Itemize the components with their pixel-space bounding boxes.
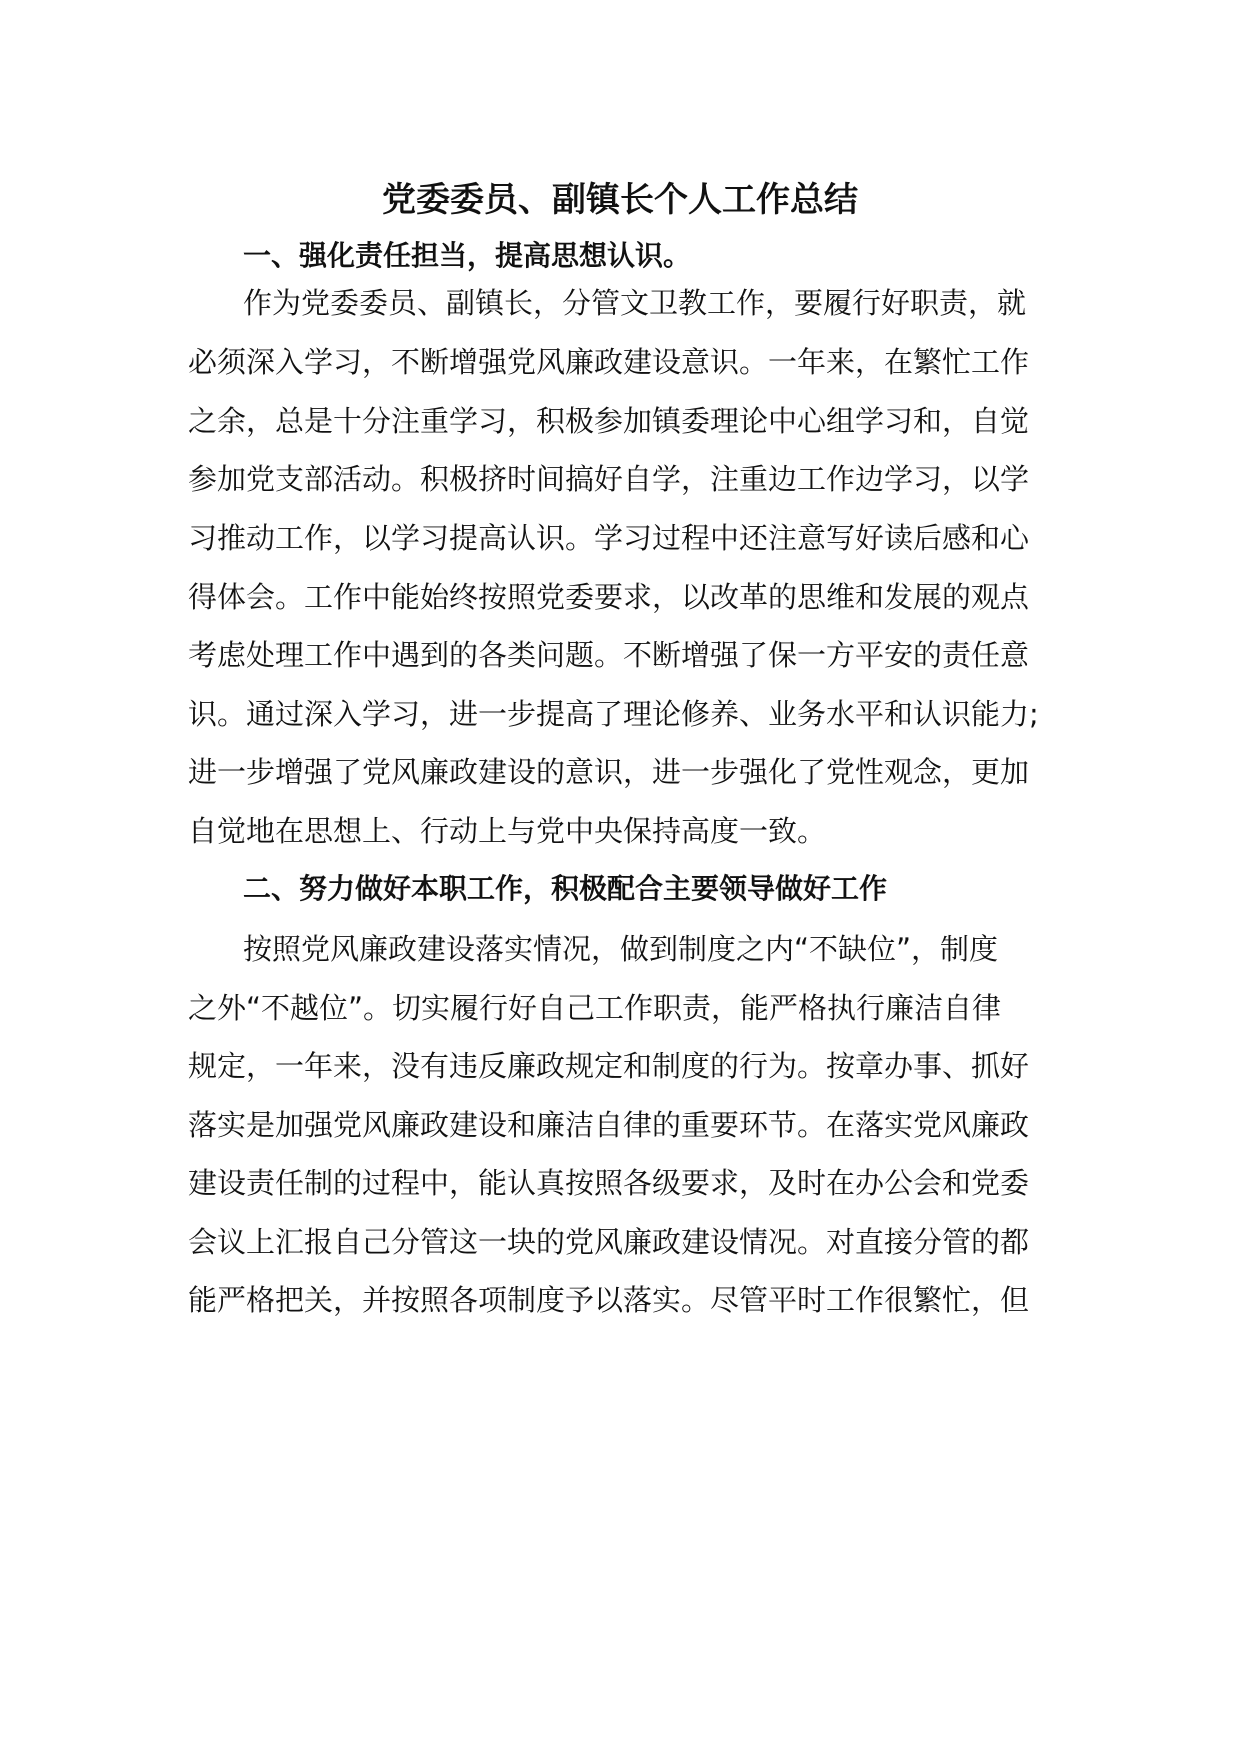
section-1-heading: 一、强化责任担当，提高思想认识。 — [243, 239, 692, 272]
section-1-line: 进一步增强了党风廉政建设的意识，进一步强化了党性观念，更加 — [188, 755, 1030, 789]
section-1-line: 习推动工作，以学习提高认识。学习过程中还注意写好读后感和心 — [188, 521, 1030, 555]
section-2-line: 之外“不越位”。切实履行好自己工作职责，能严格执行廉洁自律 — [188, 991, 1002, 1025]
section-2-line: 规定，一年来，没有违反廉政规定和制度的行为。按章办事、抓好 — [188, 1049, 1030, 1083]
section-1-line: 作为党委委员、副镇长，分管文卫教工作，要履行好职责，就 — [243, 286, 1027, 320]
section-2-line: 能严格把关，并按照各项制度予以落实。尽管平时工作很繁忙，但 — [188, 1283, 1030, 1317]
section-2-line: 会议上汇报自己分管这一块的党风廉政建设情况。对直接分管的都 — [188, 1225, 1030, 1259]
section-2-heading: 二、努力做好本职工作，积极配合主要领导做好工作 — [243, 872, 888, 905]
section-2-line: 按照党风廉政建设落实情况，做到制度之内“不缺位”，制度 — [243, 932, 999, 966]
section-1-line: 自觉地在思想上、行动上与党中央保持高度一致。 — [188, 814, 827, 848]
section-2-line: 建设责任制的过程中，能认真按照各级要求，及时在办公会和党委 — [188, 1166, 1030, 1200]
section-1-line: 必须深入学习，不断增强党风廉政建设意识。一年来，在繁忙工作 — [188, 345, 1030, 379]
section-1-line: 识。通过深入学习，进一步提高了理论修养、业务水平和认识能力; — [188, 697, 1039, 731]
section-1-line: 参加党支部活动。积极挤时间搞好自学，注重边工作边学习，以学 — [188, 462, 1030, 496]
section-1-line: 考虑处理工作中遇到的各类问题。不断增强了保一方平安的责任意 — [188, 638, 1030, 672]
section-1-line: 得体会。工作中能始终按照党委要求，以改革的思维和发展的观点 — [188, 580, 1030, 614]
section-1-line: 之余，总是十分注重学习，积极参加镇委理论中心组学习和，自觉 — [188, 404, 1030, 438]
section-2-line: 落实是加强党风廉政建设和廉洁自律的重要环节。在落实党风廉政 — [188, 1108, 1030, 1142]
document-title: 党委委员、副镇长个人工作总结 — [382, 180, 858, 220]
